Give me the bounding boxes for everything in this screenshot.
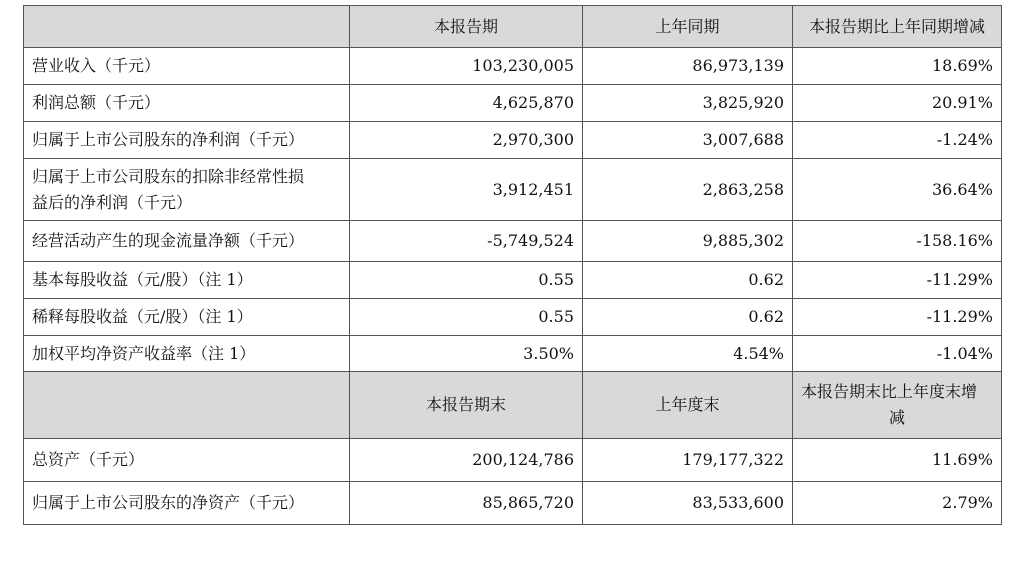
row-prior-value: 4.54% [583, 336, 793, 372]
row-prior-value: 3,825,920 [583, 85, 793, 122]
row-change-value: 18.69% [793, 48, 1002, 85]
row-prior-value: 179,177,322 [583, 439, 793, 482]
header-change-line-1: 本报告期末比上年度末增 [801, 382, 978, 401]
table-row [24, 482, 1002, 525]
row-label-line-1: 归属于上市公司股东的扣除非经常性损 [32, 166, 305, 186]
header-row-period-end [24, 372, 1002, 439]
row-current-value: 4,625,870 [350, 85, 583, 122]
table-row [24, 48, 1002, 85]
row-change-value: 2.79% [793, 482, 1002, 525]
row-label: 总资产（千元） [24, 439, 350, 482]
table-row [24, 299, 1002, 336]
header-prior-year-end: 上年度末 [583, 372, 793, 439]
row-current-value: 3.50% [350, 336, 583, 372]
row-current-value: 2,970,300 [350, 122, 583, 159]
table-row [24, 439, 1002, 482]
row-label: 归属于上市公司股东的净资产（千元） [24, 482, 350, 525]
header-current-period: 本报告期 [350, 6, 583, 48]
row-prior-value: 0.62 [583, 262, 793, 299]
row-prior-value: 3,007,688 [583, 122, 793, 159]
table-row [24, 262, 1002, 299]
row-prior-value: 2,863,258 [583, 159, 793, 221]
table-row [24, 85, 1002, 122]
row-current-value: 0.55 [350, 299, 583, 336]
row-change-value: -11.29% [793, 299, 1002, 336]
table-row [24, 122, 1002, 159]
header-current-period-end: 本报告期末 [350, 372, 583, 439]
header-row-period [24, 6, 1002, 48]
row-label-line-2: 益后的净利润（千元） [32, 192, 193, 212]
header-blank-cell [24, 372, 350, 439]
header-prior-period: 上年同期 [583, 6, 793, 48]
row-prior-value: 0.62 [583, 299, 793, 336]
table-row [24, 159, 1002, 221]
row-current-value: -5,749,524 [350, 221, 583, 262]
row-change-value: -1.04% [793, 336, 1002, 372]
row-current-value: 85,865,720 [350, 482, 583, 525]
row-label: 营业收入（千元） [24, 48, 350, 85]
row-label: 归属于上市公司股东的净利润（千元） [24, 122, 350, 159]
row-label: 利润总额（千元） [24, 85, 350, 122]
row-change-value: 20.91% [793, 85, 1002, 122]
row-change-value: -158.16% [793, 221, 1002, 262]
row-prior-value: 9,885,302 [583, 221, 793, 262]
row-change-value: -1.24% [793, 122, 1002, 159]
header-period-change: 本报告期比上年同期增减 [793, 6, 1002, 48]
table-row [24, 221, 1002, 262]
row-change-value: -11.29% [793, 262, 1002, 299]
financial-table-container [23, 5, 1001, 525]
row-label: 经营活动产生的现金流量净额（千元） [24, 221, 350, 262]
header-blank-cell [24, 6, 350, 48]
row-current-value: 200,124,786 [350, 439, 583, 482]
row-change-value: 11.69% [793, 439, 1002, 482]
row-current-value: 0.55 [350, 262, 583, 299]
row-label: 加权平均净资产收益率（注 1） [24, 336, 350, 372]
row-prior-value: 86,973,139 [583, 48, 793, 85]
row-label [24, 159, 350, 221]
row-label: 基本每股收益（元/股）（注 1） [24, 262, 350, 299]
header-period-end-change [793, 372, 1002, 439]
row-current-value: 103,230,005 [350, 48, 583, 85]
row-change-value: 36.64% [793, 159, 1002, 221]
table-row [24, 336, 1002, 372]
header-change-line-2: 减 [888, 408, 905, 427]
row-current-value: 3,912,451 [350, 159, 583, 221]
row-label: 稀释每股收益（元/股）（注 1） [24, 299, 350, 336]
financial-summary-table [23, 5, 1002, 525]
row-prior-value: 83,533,600 [583, 482, 793, 525]
